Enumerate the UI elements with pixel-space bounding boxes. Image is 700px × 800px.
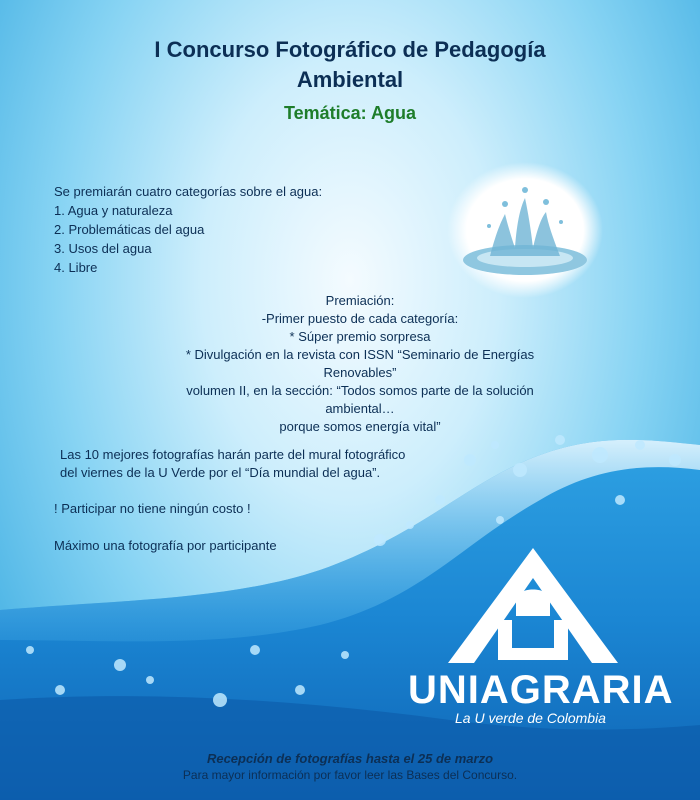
more-info-text: Para mayor información por favor leer las Bases del Concurso.: [182, 768, 518, 782]
category-item: 4. Libre: [54, 260, 98, 275]
categories-block: [54, 182, 322, 277]
free-participation-text: ! Participar no tiene ningún costo !: [54, 501, 251, 516]
prize-line: -Primer puesto de cada categoría:: [261, 311, 459, 326]
category-item: 2. Problemáticas del agua: [54, 222, 205, 237]
prize-line: porque somos energía vital”: [279, 419, 441, 434]
title-line-1: I Concurso Fotográfico de Pedagogía: [154, 37, 546, 62]
prize-line: * Divulgación en la revista con ISSN “Seminario de Energías Renovables”: [185, 347, 535, 380]
prize-heading: Premiación:: [325, 293, 395, 308]
category-item: 3. Usos del agua: [54, 241, 152, 256]
deadline-text: Recepción de fotografías hasta el 25 de marzo: [206, 751, 494, 766]
mural-line-1: Las 10 mejores fotografías harán parte del mural fotográfico: [60, 447, 406, 462]
page-title: [0, 35, 700, 95]
one-photo-limit-text: Máximo una fotografía por participante: [54, 538, 277, 553]
prize-line: * Súper premio sorpresa: [289, 329, 431, 344]
prize-block: [150, 292, 570, 436]
brand-tagline: La U verde de Colombia: [455, 710, 606, 726]
mural-line-2: del viernes de la U Verde por el “Día mundial del agua”.: [60, 465, 381, 480]
category-item: 1. Agua y naturaleza: [54, 203, 173, 218]
categories-intro: Se premiarán cuatro categorías sobre el agua:: [54, 184, 323, 199]
water-splash-image: [445, 160, 605, 300]
prize-line: volumen II, en la sección: “Todos somos parte de la solución ambiental…: [186, 383, 534, 416]
title-line-2: Ambiental: [296, 67, 404, 92]
brand-name: UNIAGRARIA: [408, 668, 674, 712]
theme-subtitle: Temática: Agua: [283, 103, 417, 123]
mural-paragraph: [60, 446, 405, 482]
